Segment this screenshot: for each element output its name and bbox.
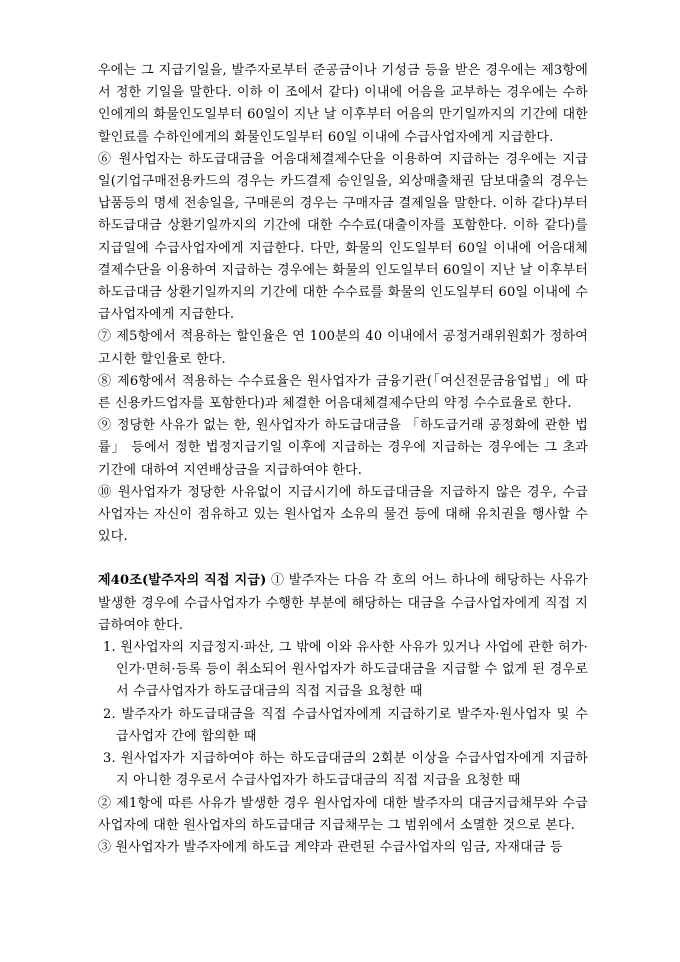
- article-40-intro: ① 발주자는 다음 각 호의 어느 하나에 해당하는 사유가 발생한 경우에 수급사업자가 수행한 부분에 해당하는 대금을 수급사업자에게 직접 지급하여야 한다.: [98, 573, 589, 633]
- paragraph-10: ⑩ 원사업자가 정당한 사유없이 지급시기에 하도급대금을 지급하지 않은 경우, 수급사업자는 자신이 점유하고 있는 원사업자 소유의 물건 등에 대해 유치권을 행사할 수 있다.: [98, 484, 588, 545]
- list-item-1: 1. 원사업자의 지급정지·파산, 그 밖에 이와 유사한 사유가 있거나 사업에 관한 허가·인가·면허·등록 등이 취소되어 원사업자가 하도급대금을 지급할 수 없게 된 경우로서 수급사업자가 하도급대금의 직접 지급을 요청한 때: [103, 640, 588, 700]
- paragraph-7: ⑦ 제5항에서 적용하는 할인율은 연 100분의 40 이내에서 공정거래위원회가 정하여 고시한 할인율로 한다.: [98, 329, 588, 367]
- document-body: [98, 60, 588, 859]
- list-item-2: 2. 발주자가 하도급대금을 직접 수급사업자에게 지급하기로 발주자·원사업자 및 수급사업자 간에 합의한 때: [103, 706, 588, 744]
- article-40-paragraph-3: ③ 원사업자가 발주자에게 하도급 계약과 관련된 수급사업자의 임금, 자재대금 등: [98, 839, 563, 855]
- list-item-3: 3. 원사업자가 지급하여야 하는 하도급대금의 2회분 이상을 수급사업자에게 지급하지 아니한 경우로서 수급사업자가 하도급대금의 직접 지급을 요청한 때: [103, 751, 588, 789]
- paragraph-6: ⑥ 원사업자는 하도급대금을 어음대체결제수단을 이용하여 지급하는 경우에는 지급일(기업구매전용카드의 경우는 카드결제 승인일을, 외상매출채권 담보대출의 경우는 납품등의 명세 전송일을, 구매론의 경우는 구매자금 결제일을 말한다. 이하 같다)부터 하도급대금 상환기일까지의 기간에 대한 수수료(대출이자를 포함한다. 이하 같다)를 지급일에 수급사업자에게 지급한다. 다만, 화물의 인도일부터 60일 이내에 어음대체결제수단을 이용하여 지급하는 경우에는 화물의 인도일부터 60일이 지난 날 이후부터 하도급대금 상환기일까지의 기간에 대한 수수료를 화물의 인도일부터 60일 이내에 수급사업자에게 지급한다.: [98, 151, 588, 323]
- article-40-paragraph-1: [98, 570, 588, 637]
- article-40-paragraph-2: ② 제1항에 따른 사유가 발생한 경우 원사업자에 대한 발주자의 대금지급채무와 수급사업자에 대한 원사업자의 하도급대금 지급채무는 그 범위에서 소멸한 것으로 본다.: [98, 795, 588, 833]
- paragraph-9: ⑨ 정당한 사유가 없는 한, 원사업자가 하도급대금을 「하도급거래 공정화에 관한 법률」 등에서 정한 법정지급기일 이후에 지급하는 경우에 지급하는 경우에는 그 초과기간에 대하여 지연배상금을 지급하여야 한다.: [98, 418, 588, 478]
- article-40-title: 제40조(발주자의 직접 지급): [98, 573, 267, 589]
- paragraph-8: ⑧ 제6항에서 적용하는 수수료율은 원사업자가 금융기관(「여신전문금융업법」에 따른 신용카드업자를 포함한다)과 체결한 어음대체결제수단의 약정 수수료율로 한다.: [98, 373, 588, 412]
- section-gap: [98, 548, 588, 570]
- paragraph-continuation: 우에는 그 지급기일을, 발주자로부터 준공금이나 기성금 등을 받은 경우에는 제3항에서 정한 기일을 말한다. 이하 이 조에서 같다) 이내에 어음을 교부하는 경우에는 수하인에게의 화물인도일부터 60일이 지난 날 이후부터 어음의 만기일까지의 기간에 대한 할인료를 수하인에게의 화물인도일부터 60일 이내에 수급사업자에게 지급한다.: [98, 63, 588, 145]
